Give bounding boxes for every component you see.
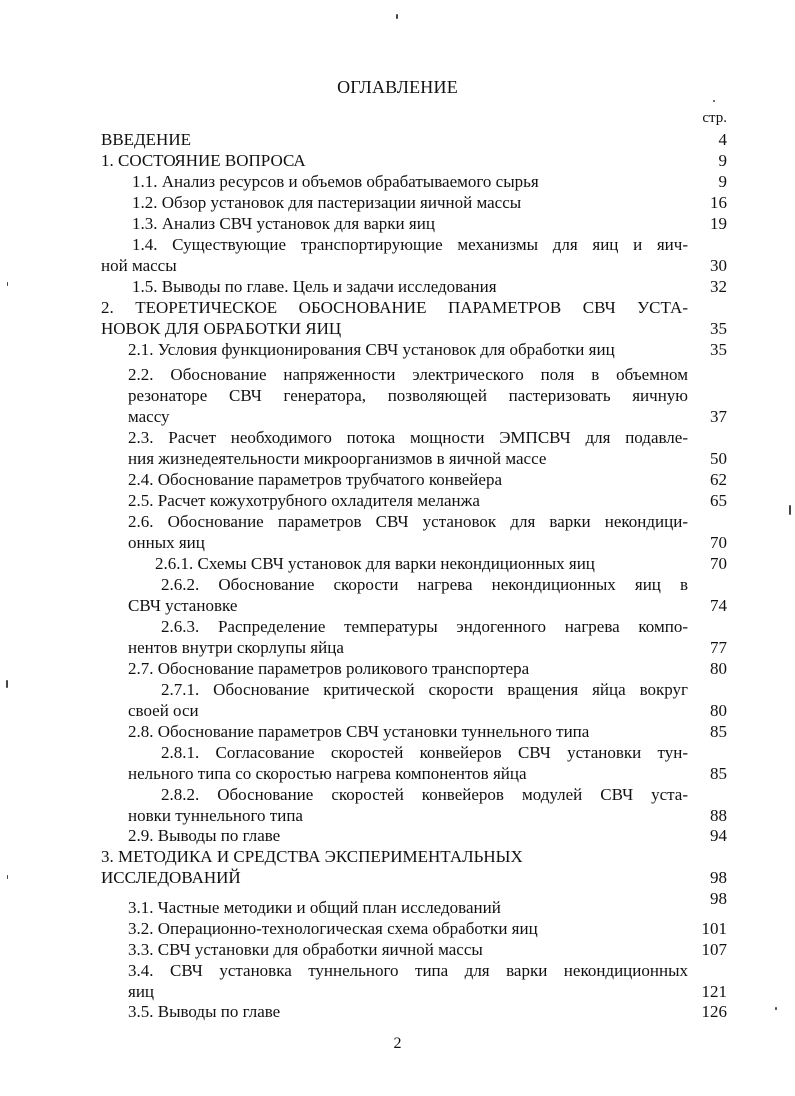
toc-entry-page: 32 bbox=[710, 277, 727, 296]
toc-entry-page: 37 bbox=[710, 407, 727, 426]
toc-entry-text: 1.1. Анализ ресурсов и объемов обрабатываемого сырья bbox=[132, 172, 539, 191]
toc-entry-text-cont: яиц bbox=[128, 982, 155, 1001]
toc-entry-text: 1.3. Анализ СВЧ установок для варки яиц bbox=[132, 214, 435, 233]
toc-entry-text: 3.2. Операционно-технологическая схема обработки яиц bbox=[128, 919, 538, 938]
scan-speck bbox=[396, 14, 398, 19]
toc-entry-page: 35 bbox=[710, 319, 727, 338]
toc-entry-text: 1.5. Выводы по главе. Цель и задачи исследования bbox=[132, 277, 497, 296]
scan-speck bbox=[713, 100, 715, 102]
page-column-label: стр. bbox=[702, 110, 727, 126]
toc-entry-text-cont: ной массы bbox=[101, 256, 177, 275]
toc-entry-text: 2.8.2. Обоснование скоростей конвейеров модулей СВЧ уста- bbox=[161, 785, 688, 804]
toc-entry-text-cont: онных яиц bbox=[128, 533, 205, 552]
toc-entry-page: 107 bbox=[701, 940, 727, 959]
toc-entry-text: 2.6. Обоснование параметров СВЧ установок для варки некондици- bbox=[128, 512, 688, 531]
toc-entry-page: 65 bbox=[710, 491, 727, 510]
toc-entry-page: 101 bbox=[701, 919, 727, 938]
toc-entry-text: 2.6.3. Распределение температуры эндогенного нагрева компо- bbox=[161, 617, 688, 636]
toc-entry-text: 2.7. Обоснование параметров роликового транспортера bbox=[128, 659, 530, 678]
toc-entry-text: 2. ТЕОРЕТИЧЕСКОЕ ОБОСНОВАНИЕ ПАРАМЕТРОВ СВЧ УСТА- bbox=[101, 298, 688, 317]
toc-entry-text: 2.9. Выводы по главе bbox=[128, 826, 281, 845]
scan-speck bbox=[7, 875, 8, 879]
toc-entry-text: 2.6.2. Обоснование скорости нагрева некондиционных яиц в bbox=[161, 575, 688, 594]
toc-entry-text: 1.2. Обзор установок для пастеризации яичной массы bbox=[132, 193, 522, 212]
toc-entry-text: 2.2. Обоснование напряженности электрического поля в объемном bbox=[128, 365, 688, 384]
toc-entry-page: 77 bbox=[710, 638, 727, 657]
toc-entry-text: 3. МЕТОДИКА И СРЕДСТВА ЭКСПЕРИМЕНТАЛЬНЫХ bbox=[101, 847, 523, 866]
toc-entry-page: 88 bbox=[710, 806, 727, 825]
scan-speck bbox=[775, 1007, 777, 1010]
toc-entry-page: 16 bbox=[710, 193, 727, 212]
toc-entry-text-cont: своей оси bbox=[128, 701, 199, 720]
toc-entry-page: 62 bbox=[710, 470, 727, 489]
toc-entry-text-cont: ния жизнедеятельности микроорганизмов в яичной массе bbox=[128, 449, 547, 468]
toc-entry-text-cont: нельного типа со скоростью нагрева компонентов яйца bbox=[128, 764, 527, 783]
toc-entry-page: 70 bbox=[710, 554, 727, 573]
toc-entry-text-cont: резонаторе СВЧ генератора, позволяющей пастеризовать яичную bbox=[128, 386, 688, 405]
toc-entry-page: 126 bbox=[701, 1002, 727, 1021]
page-number: 2 bbox=[393, 1035, 402, 1052]
toc-entry-text: 2.5. Расчет кожухотрубного охладителя меланжа bbox=[128, 491, 480, 510]
toc-entry-page: 80 bbox=[710, 701, 727, 720]
toc-entry-page: 50 bbox=[710, 449, 727, 468]
toc-entry-page: 4 bbox=[718, 130, 727, 149]
scan-speck bbox=[7, 282, 8, 286]
toc-entry-text: ВВЕДЕНИЕ bbox=[101, 130, 191, 149]
toc-entry-page: 74 bbox=[710, 596, 727, 615]
toc-entry-text: 2.1. Условия функционирования СВЧ установок для обработки яиц bbox=[128, 340, 615, 359]
toc-entry-text: 3.1. Частные методики и общий план исследований bbox=[128, 898, 501, 917]
toc-entry-text: 3.4. СВЧ установка туннельного типа для варки некондиционных bbox=[128, 961, 688, 980]
toc-entry-page: 30 bbox=[710, 256, 727, 275]
toc-entry-text: 2.4. Обоснование параметров трубчатого конвейера bbox=[128, 470, 502, 489]
toc-entry-text-cont: СВЧ установке bbox=[128, 596, 238, 615]
toc-entry-text: 2.3. Расчет необходимого потока мощности ЭМПСВЧ для подавле- bbox=[128, 428, 688, 447]
toc-title: ОГЛАВЛЕНИЕ bbox=[337, 77, 458, 97]
scan-speck bbox=[6, 680, 8, 688]
toc-entry-page: 80 bbox=[710, 659, 727, 678]
toc-entry-text-cont: нентов внутри скорлупы яйца bbox=[128, 638, 344, 657]
toc-entry-text: 2.7.1. Обоснование критической скорости вращения яйца вокруг bbox=[161, 680, 688, 699]
toc-entry-text: 2.6.1. Схемы СВЧ установок для варки некондиционных яиц bbox=[155, 554, 595, 573]
toc-entry-page: 98 bbox=[710, 889, 727, 908]
toc-entry-page: 19 bbox=[710, 214, 727, 233]
toc-entry-page: 9 bbox=[718, 151, 727, 170]
toc-entry-text: 3.3. СВЧ установки для обработки яичной массы bbox=[128, 940, 483, 959]
toc-entry-page: 9 bbox=[718, 172, 727, 191]
toc-entry-page: 35 bbox=[710, 340, 727, 359]
toc-entry-text: 2.8.1. Согласование скоростей конвейеров СВЧ установки тун- bbox=[161, 743, 688, 762]
toc-entry-text-cont: ИССЛЕДОВАНИЙ bbox=[101, 868, 241, 887]
toc-entry-page: 85 bbox=[710, 764, 727, 783]
toc-entry-text: 3.5. Выводы по главе bbox=[128, 1002, 281, 1021]
scan-speck bbox=[789, 505, 791, 515]
toc-entry-page: 85 bbox=[710, 722, 727, 741]
toc-entry-page: 98 bbox=[710, 868, 727, 887]
toc-entry-text: 1.4. Существующие транспортирующие механизмы для яиц и яич- bbox=[132, 235, 688, 254]
toc-entry-text-cont: НОВОК ДЛЯ ОБРАБОТКИ ЯИЦ bbox=[101, 319, 342, 338]
toc-entry-page: 70 bbox=[710, 533, 727, 552]
toc-entry-text-cont: массу bbox=[128, 407, 170, 426]
toc-entry-page: 94 bbox=[710, 826, 727, 845]
toc-entry-text: 2.8. Обоснование параметров СВЧ установки туннельного типа bbox=[128, 722, 590, 741]
toc-entry-page: 121 bbox=[701, 982, 727, 1001]
toc-entry-text: 1. СОСТОЯНИЕ ВОПРОСА bbox=[101, 151, 306, 170]
toc-entry-text-cont: новки туннельного типа bbox=[128, 806, 303, 825]
